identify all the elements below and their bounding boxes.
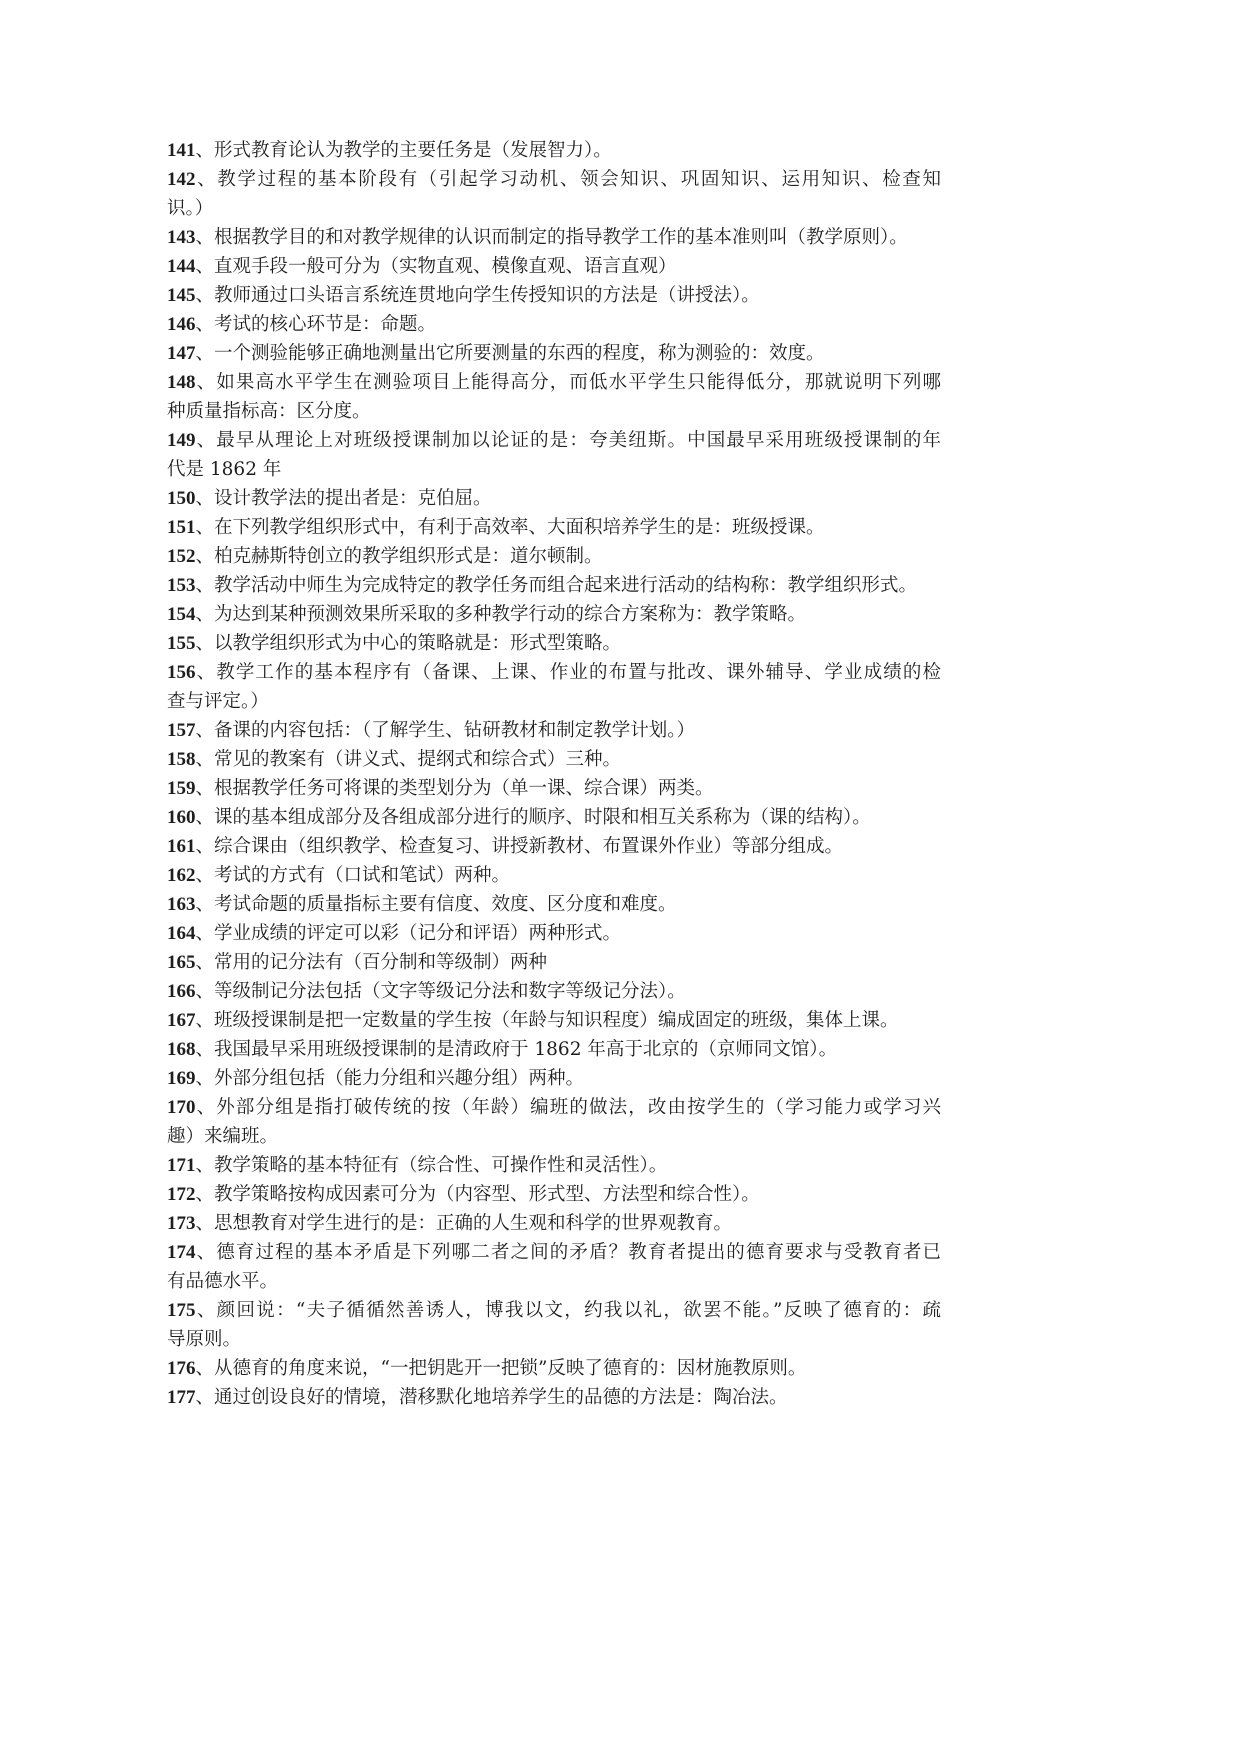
list-item (167, 1296, 941, 1354)
list-item (167, 600, 941, 629)
item-first-line (167, 1064, 941, 1093)
item-first-line (167, 513, 941, 542)
item-number: 146 (167, 314, 196, 335)
item-number: 145 (167, 285, 196, 306)
item-first-line (167, 861, 941, 890)
item-number: 161 (167, 836, 196, 857)
item-text: 、课的基本组成部分及各组成部分进行的顺序、时限和相互关系称为（课的结构）。 (195, 807, 871, 828)
item-text: 识。） (167, 198, 214, 219)
item-text: 、常用的记分法有（百分制和等级制）两种 (195, 952, 548, 973)
list-item (167, 339, 941, 368)
item-text: 查与评定。） (167, 691, 269, 712)
item-number: 144 (167, 256, 196, 277)
item-text: 、我国最早采用班级授课制的是清政府于 1862 年高于北京的（京师同文馆）。 (195, 1039, 838, 1060)
list-item (167, 803, 941, 832)
item-first-line (167, 1151, 941, 1180)
item-text: 、综合课由（组织教学、检查复习、讲授新教材、布置课外作业）等部分组成。 (195, 836, 844, 857)
item-number: 151 (167, 517, 196, 538)
list-item (167, 281, 941, 310)
item-text: 、根据教学任务可将课的类型划分为（单一课、综合课）两类。 (195, 778, 714, 799)
item-text: 、通过创设良好的情境，潜移默化地培养学生的品德的方法是：陶冶法。 (195, 1387, 788, 1408)
item-text: 、学业成绩的评定可以彩（记分和评语）两种形式。 (195, 923, 622, 944)
item-text: 导原则。 (167, 1329, 242, 1350)
list-item (167, 716, 941, 745)
item-continuation-line (167, 1122, 941, 1151)
item-text: 、班级授课制是把一定数量的学生按（年龄与知识程度）编成固定的班级，集体上课。 (195, 1010, 899, 1031)
item-number: 148 (167, 372, 196, 393)
item-text: 、思想教育对学生进行的是：正确的人生观和科学的世界观教育。 (195, 1213, 733, 1234)
item-first-line (167, 484, 941, 513)
item-number: 149 (167, 430, 196, 451)
list-item (167, 513, 941, 542)
item-number: 162 (167, 865, 196, 886)
item-continuation-line (167, 397, 941, 426)
item-text: 、颜回说：“夫子循循然善诱人，博我以文，约我以礼，欲罢不能。”反映了德育的：疏 (195, 1300, 941, 1321)
item-continuation-line (167, 1267, 941, 1296)
item-number: 159 (167, 778, 196, 799)
item-first-line (167, 716, 941, 745)
item-text: 、外部分组包括（能力分组和兴趣分组）两种。 (195, 1068, 585, 1089)
list-item (167, 571, 941, 600)
item-first-line (167, 745, 941, 774)
item-first-line (167, 1180, 941, 1209)
item-first-line (167, 803, 941, 832)
list-item (167, 368, 941, 426)
list-item (167, 774, 941, 803)
item-text: 趣）来编班。 (167, 1126, 279, 1147)
item-number: 165 (167, 952, 196, 973)
item-first-line (167, 658, 941, 687)
item-first-line (167, 1006, 941, 1035)
item-number: 147 (167, 343, 196, 364)
item-continuation-line (167, 1325, 941, 1354)
item-text: 、德育过程的基本矛盾是下列哪二者之间的矛盾？教育者提出的德育要求与受教育者已 (195, 1242, 941, 1263)
list-item (167, 1064, 941, 1093)
list-item (167, 1151, 941, 1180)
item-first-line (167, 832, 941, 861)
list-item (167, 948, 941, 977)
item-first-line (167, 1238, 941, 1267)
item-number: 142 (167, 169, 196, 190)
item-number: 163 (167, 894, 196, 915)
item-first-line (167, 629, 941, 658)
item-first-line (167, 136, 941, 165)
item-first-line (167, 223, 941, 252)
item-text: 、考试的方式有（口试和笔试）两种。 (195, 865, 511, 886)
list-item (167, 977, 941, 1006)
item-number: 169 (167, 1068, 196, 1089)
list-item (167, 1093, 941, 1151)
list-item (167, 1006, 941, 1035)
item-first-line (167, 542, 941, 571)
list-item (167, 1209, 941, 1238)
item-first-line (167, 1209, 941, 1238)
item-number: 174 (167, 1242, 196, 1263)
item-first-line (167, 281, 941, 310)
item-number: 150 (167, 488, 196, 509)
item-text: 、教学工作的基本程序有（备课、上课、作业的布置与批改、课外辅导、学业成绩的检 (195, 662, 941, 683)
item-number: 168 (167, 1039, 196, 1060)
item-first-line (167, 252, 941, 281)
item-first-line (167, 774, 941, 803)
item-text: 、常见的教案有（讲义式、提纲式和综合式）三种。 (195, 749, 622, 770)
item-number: 155 (167, 633, 196, 654)
item-text: 、在下列教学组织形式中，有利于高效率、大面积培养学生的是：班级授课。 (195, 517, 825, 538)
item-number: 166 (167, 981, 196, 1002)
item-continuation-line (167, 455, 941, 484)
item-first-line (167, 1296, 941, 1325)
item-number: 164 (167, 923, 196, 944)
item-number: 177 (167, 1387, 196, 1408)
item-number: 143 (167, 227, 196, 248)
list-item (167, 136, 941, 165)
item-first-line (167, 948, 941, 977)
list-item (167, 310, 941, 339)
list-item (167, 426, 941, 484)
item-first-line (167, 339, 941, 368)
item-text: 、柏克赫斯特创立的教学组织形式是：道尔顿制。 (195, 546, 603, 567)
item-text: 、设计教学法的提出者是：克伯屈。 (195, 488, 492, 509)
list-item (167, 165, 941, 223)
item-number: 167 (167, 1010, 196, 1031)
list-item (167, 658, 941, 716)
item-text: 、考试命题的质量指标主要有信度、效度、区分度和难度。 (195, 894, 677, 915)
item-first-line (167, 368, 941, 397)
item-text: 、备课的内容包括：（了解学生、钻研教材和制定教学计划。） (195, 720, 696, 741)
item-text: 、教学策略的基本特征有（综合性、可操作性和灵活性）。 (195, 1155, 668, 1176)
item-text: 、等级制记分法包括（文字等级记分法和数字等级记分法）。 (195, 981, 686, 1002)
list-item (167, 484, 941, 513)
item-text: 、教学活动中师生为完成特定的教学任务而组合起来进行活动的结构称：教学组织形式。 (195, 575, 918, 596)
item-number: 172 (167, 1184, 196, 1205)
document-page (167, 136, 941, 1412)
item-number: 154 (167, 604, 196, 625)
list-item (167, 542, 941, 571)
list-item (167, 890, 941, 919)
item-text: 、最早从理论上对班级授课制加以论证的是：夸美纽斯。中国最早采用班级授课制的年 (195, 430, 941, 451)
item-first-line (167, 1093, 941, 1122)
item-first-line (167, 1383, 941, 1412)
item-number: 173 (167, 1213, 196, 1234)
item-first-line (167, 571, 941, 600)
item-number: 152 (167, 546, 196, 567)
item-text: 、直观手段一般可分为（实物直观、模像直观、语言直观） (195, 256, 677, 277)
item-number: 153 (167, 575, 196, 596)
list-item (167, 861, 941, 890)
list-item (167, 1383, 941, 1412)
list-item (167, 1180, 941, 1209)
list-item (167, 629, 941, 658)
item-number: 156 (167, 662, 196, 683)
item-first-line (167, 310, 941, 339)
item-number: 160 (167, 807, 196, 828)
item-text: 、根据教学目的和对教学规律的认识而制定的指导教学工作的基本准则叫（教学原则）。 (195, 227, 908, 248)
item-number: 157 (167, 720, 196, 741)
item-first-line (167, 600, 941, 629)
item-first-line (167, 1354, 941, 1383)
list-item (167, 223, 941, 252)
item-text: 、外部分组是指打破传统的按（年龄）编班的做法，改由按学生的（学习能力或学习兴 (195, 1097, 941, 1118)
item-first-line (167, 977, 941, 1006)
item-text: 、教学过程的基本阶段有（引起学习动机、领会知识、巩固知识、运用知识、检查知 (195, 169, 941, 190)
item-number: 176 (167, 1358, 196, 1379)
list-item (167, 919, 941, 948)
list-item (167, 832, 941, 861)
list-item (167, 745, 941, 774)
item-number: 141 (167, 140, 196, 161)
item-text: 、教师通过口头语言系统连贯地向学生传授知识的方法是（讲授法）。 (195, 285, 760, 306)
item-first-line (167, 165, 941, 194)
item-text: 、从德育的角度来说，“一把钥匙开一把锁”反映了德育的：因材施教原则。 (195, 1358, 807, 1379)
list-item (167, 1354, 941, 1383)
item-first-line (167, 890, 941, 919)
item-text: 种质量指标高：区分度。 (167, 401, 371, 422)
item-number: 175 (167, 1300, 196, 1321)
item-text: 、教学策略按构成因素可分为（内容型、形式型、方法型和综合性）。 (195, 1184, 760, 1205)
item-number: 171 (167, 1155, 196, 1176)
item-first-line (167, 919, 941, 948)
item-first-line (167, 426, 941, 455)
item-text: 、形式教育论认为教学的主要任务是（发展智力）。 (195, 140, 612, 161)
item-text: 有品德水平。 (167, 1271, 279, 1292)
item-number: 170 (167, 1097, 196, 1118)
list-item (167, 252, 941, 281)
item-text: 、如果高水平学生在测验项目上能得高分，而低水平学生只能得低分，那就说明下列哪 (195, 372, 941, 393)
item-continuation-line (167, 194, 941, 223)
item-text: 代是 1862 年 (167, 459, 282, 480)
item-text: 、一个测验能够正确地测量出它所要测量的东西的程度，称为测验的：效度。 (195, 343, 825, 364)
item-number: 158 (167, 749, 196, 770)
item-text: 、考试的核心环节是：命题。 (195, 314, 437, 335)
list-item (167, 1238, 941, 1296)
item-text: 、为达到某种预测效果所采取的多种教学行动的综合方案称为：教学策略。 (195, 604, 807, 625)
item-continuation-line (167, 687, 941, 716)
item-first-line (167, 1035, 941, 1064)
item-text: 、以教学组织形式为中心的策略就是：形式型策略。 (195, 633, 622, 654)
list-item (167, 1035, 941, 1064)
